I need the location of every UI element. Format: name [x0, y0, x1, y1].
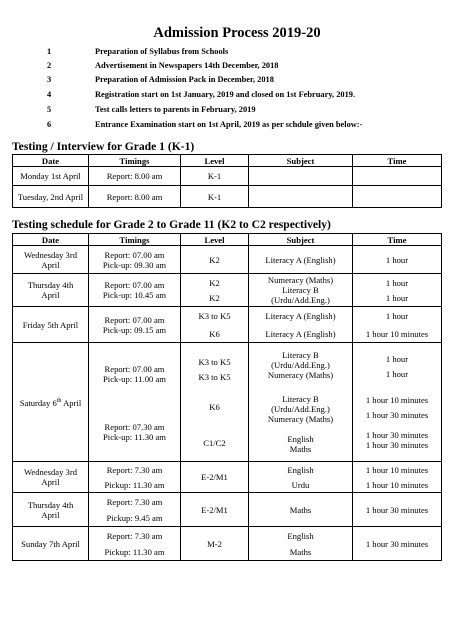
timing-line: Pick-up: 09.30 am: [102, 259, 167, 270]
timing-line: Report: 07.00 am: [104, 314, 165, 325]
step-text: Test calls letters to parents in February, 2019: [95, 105, 256, 114]
cell-timing: [89, 493, 181, 527]
col-header-level: Level: [181, 155, 249, 167]
table-row: [13, 167, 442, 186]
cell-subject: [249, 167, 353, 186]
date-line: April: [41, 259, 60, 270]
subject-line: Maths: [289, 546, 312, 557]
time-line: 1 hour: [385, 292, 409, 303]
step-text: Advertisement in Newspapers 14th December, 2018: [95, 61, 279, 70]
subject-line: English: [287, 530, 314, 541]
date-suffix: th: [56, 398, 62, 405]
col-header-timings: Timings: [89, 155, 181, 167]
cell-subject: [249, 307, 353, 343]
cell-level: [181, 274, 249, 307]
subject-line: Literacy A (English): [265, 328, 336, 339]
time-line: 1 hour 10 minutes: [365, 479, 429, 490]
grade1-table: [12, 154, 442, 208]
cell-subject: Literacy A (English): [249, 246, 353, 274]
cell-date: Tuesday, 2nd April: [13, 186, 89, 208]
subject-line: Literacy B: [282, 285, 319, 295]
cell-timing: [89, 462, 181, 493]
subject-line: (Urdu/Add.Eng.): [271, 295, 330, 305]
date-line: Wednesday 3rd: [23, 467, 77, 477]
cell-date: Friday 5th April: [13, 307, 89, 343]
table-row: [13, 307, 442, 343]
cell-date: [13, 246, 89, 274]
subject-line: English: [287, 434, 314, 444]
col-header-date: Date: [13, 155, 89, 167]
time-line: 1 hour 10 minutes: [365, 328, 429, 339]
cell-time: [353, 343, 442, 462]
time-line: 1 hour 10 minutes: [365, 395, 429, 405]
time-line: 1 hour 10 minutes: [365, 464, 429, 475]
table-row: [13, 493, 442, 527]
cell-level: [181, 343, 249, 462]
date-text: Saturday 6: [19, 397, 57, 408]
date-line: April: [41, 290, 60, 300]
time-line: 1 hour: [385, 310, 409, 321]
level-line: K6: [209, 328, 220, 339]
cell-timing: [89, 527, 181, 561]
table-row: [13, 274, 442, 307]
cell-level: K2: [181, 246, 249, 274]
cell-time: 1 hour: [353, 246, 442, 274]
cell-timing: Report: 8.00 am: [89, 186, 181, 208]
step-text: Entrance Examination start on 1st April, 2019 as per schdule given below:-: [95, 120, 363, 129]
subject-line: (Urdu/Add.Eng.): [271, 360, 330, 370]
date-line: April: [41, 477, 60, 487]
col-header-time: Time: [353, 234, 442, 246]
table-row: [13, 246, 442, 274]
cell-subject: [249, 186, 353, 208]
time-line: 1 hour: [385, 354, 409, 364]
level-line: K3 to K5: [198, 371, 231, 382]
subject-line: Literacy A (English): [265, 310, 336, 321]
cell-level: K-1: [181, 186, 249, 208]
subject-line: Literacy B: [282, 350, 319, 360]
step-number: 2: [47, 61, 52, 70]
table-row: [13, 186, 442, 208]
cell-subject: [249, 462, 353, 493]
timing-line: Pickup: 9.45 am: [106, 512, 163, 523]
step-number: 5: [47, 105, 52, 114]
subject-line: Numeracy (Maths): [267, 275, 334, 285]
time-line: 1 hour: [385, 369, 409, 379]
subject-line: Numeracy (Maths): [267, 414, 334, 424]
cell-date: Sunday 7th April: [13, 527, 89, 561]
cell-timing: [89, 246, 181, 274]
col-header-level: Level: [181, 234, 249, 246]
level-line: K6: [209, 401, 220, 412]
cell-date: [13, 274, 89, 307]
cell-level: E-2/M1: [181, 493, 249, 527]
level-line: K2: [209, 292, 220, 303]
step-text: Preparation of Admission Pack in December, 2018: [95, 75, 274, 84]
cell-subject: Maths: [249, 493, 353, 527]
cell-date: [13, 493, 89, 527]
step-number: 4: [47, 90, 52, 99]
cell-date: Monday 1st April: [13, 167, 89, 186]
step-text: Preparation of Syllabus from Schools: [95, 47, 229, 56]
col-header-time: Time: [353, 155, 442, 167]
subject-line: (Urdu/Add.Eng.): [271, 404, 330, 414]
timing-line: Pick-up: 11.00 am: [103, 374, 166, 384]
level-line: K2: [209, 277, 220, 288]
cell-timing: [89, 274, 181, 307]
cell-timing: [89, 307, 181, 343]
cell-time: [353, 274, 442, 307]
timing-line: Pickup: 11.30 am: [104, 479, 165, 490]
step-number: 1: [47, 47, 52, 56]
step-number: 6: [47, 120, 52, 129]
table-row: [13, 527, 442, 561]
grade2-heading: Testing schedule for Grade 2 to Grade 11 (K2 to C2 respectively): [12, 218, 331, 231]
subject-line: Maths: [289, 444, 312, 454]
cell-subject: [249, 274, 353, 307]
timing-line: Pickup: 11.30 am: [104, 546, 165, 557]
time-line: 1 hour 30 minutes: [365, 440, 429, 450]
timing-line: Report: 07.00 am: [104, 249, 165, 260]
step-text: Registration start on 1st January, 2019 and closed on 1st February, 2019.: [95, 90, 356, 99]
timing-line: Report: 7.30 am: [106, 496, 163, 507]
timing-line: Report: 7.30 am: [106, 464, 163, 475]
cell-subject: [249, 527, 353, 561]
date-line: April: [41, 509, 60, 520]
page-title: Admission Process 2019-20: [153, 25, 321, 41]
cell-timing: [89, 343, 181, 462]
date-line: Thursday 4th: [27, 280, 74, 290]
cell-time: [353, 462, 442, 493]
cell-date: [13, 462, 89, 493]
grade2-table: [12, 233, 442, 561]
date-text: April: [61, 397, 82, 408]
level-line: K3 to K5: [198, 310, 231, 321]
cell-time: [353, 307, 442, 343]
grade1-heading: Testing / Interview for Grade 1 (K-1): [12, 140, 195, 153]
timing-line: Report: 07.00 am: [104, 280, 165, 290]
date-line: Wednesday 3rd: [23, 249, 77, 260]
level-line: C1/C2: [203, 437, 226, 448]
cell-time: 1 hour 30 minutes: [353, 527, 442, 561]
time-line: 1 hour 30 minutes: [365, 430, 429, 440]
cell-level: K-1: [181, 167, 249, 186]
cell-time: [353, 167, 442, 186]
timing-line: Pick-up: 09.15 am: [102, 324, 167, 335]
time-line: 1 hour 30 minutes: [365, 410, 429, 420]
step-number: 3: [47, 75, 52, 84]
timing-line: Report: 7.30 am: [106, 530, 163, 541]
col-header-subject: Subject: [249, 155, 353, 167]
subject-line: Literacy B: [282, 394, 319, 404]
cell-date: [13, 343, 89, 462]
col-header-subject: Subject: [249, 234, 353, 246]
col-header-date: Date: [13, 234, 89, 246]
cell-time: [353, 186, 442, 208]
cell-level: E-2/M1: [181, 462, 249, 493]
cell-level: [181, 307, 249, 343]
table-row: [13, 343, 442, 462]
cell-time: 1 hour 30 minutes: [353, 493, 442, 527]
time-line: 1 hour: [385, 277, 409, 288]
level-line: K3 to K5: [198, 356, 231, 367]
timing-line: Pick-up: 11.30 am: [103, 432, 166, 442]
subject-line: Urdu: [291, 479, 310, 490]
cell-level: M-2: [181, 527, 249, 561]
cell-subject: [249, 343, 353, 462]
date-line: Thursday 4th: [27, 499, 74, 510]
table-header-row: [13, 234, 442, 246]
col-header-timings: Timings: [89, 234, 181, 246]
timing-line: Report: 07.30 am: [104, 422, 165, 432]
timing-line: Report: 07.00 am: [104, 364, 165, 374]
cell-timing: Report: 8.00 am: [89, 167, 181, 186]
timing-line: Pick-up: 10.45 am: [102, 290, 167, 300]
subject-line: Numeracy (Maths): [267, 370, 334, 380]
table-row: [13, 462, 442, 493]
subject-line: English: [287, 464, 314, 475]
table-header-row: [13, 155, 442, 167]
